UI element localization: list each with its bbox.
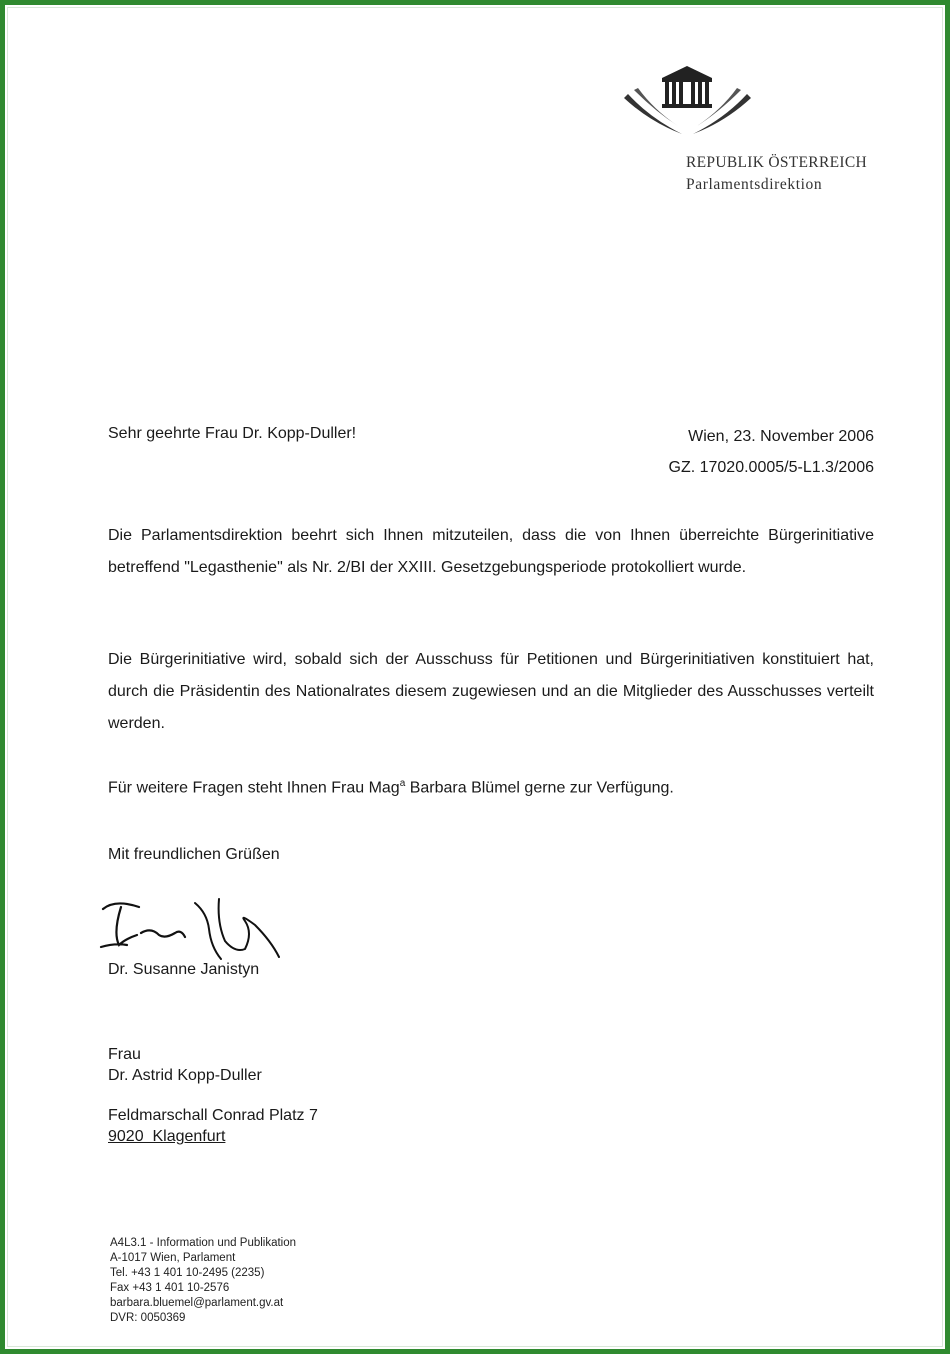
paragraph-1: Die Parlamentsdirektion beehrt sich Ihnen mitzuteilen, dass die von Ihnen überreichte Bürgerinitiative betreffend "Legasthenie" als Nr. 2/BI der XXIII. Gesetzgebungsperiode protokolliert wurde. [108,527,874,576]
footer-dvr: DVR: 0050369 [110,1312,186,1324]
signer-name: Dr. Susanne Janistyn [108,961,260,978]
signature-image [95,893,295,963]
recipient-block [108,1044,262,1086]
footer-email: barbara.bluemel@parlament.gv.at [110,1297,284,1309]
footer-address: A-1017 Wien, Parlament [110,1252,236,1264]
letterhead [686,152,867,196]
recipient-name: Dr. Astrid Kopp-Duller [108,1067,262,1084]
recipient-address [108,1105,318,1147]
paragraph-3-superscript: a [399,778,406,789]
footer-fax: Fax +43 1 401 10-2576 [110,1282,230,1294]
recipient-city: 9020 Klagenfurt [108,1128,226,1145]
date-block [669,421,875,483]
footer-contact [110,1236,296,1326]
footer-phone: Tel. +43 1 401 10-2495 (2235) [110,1267,265,1279]
salutation: Sehr geehrte Frau Dr. Kopp-Duller! [108,425,357,442]
paragraph-3-end: Barbara Blümel gerne zur Verfügung. [405,779,674,797]
letter-date: Wien, 23. November 2006 [688,428,874,445]
reference-number: GZ. 17020.0005/5-L1.3/2006 [668,459,874,476]
letterhead-republic: REPUBLIK ÖSTERREICH [686,154,867,171]
parliament-logo-icon [620,60,755,140]
paragraph-3 [108,768,874,804]
footer-department: A4L3.1 - Information und Publikation [110,1237,297,1249]
recipient-title: Frau [108,1046,141,1063]
closing: Mit freundlichen Grüßen [108,846,280,863]
recipient-street: Feldmarschall Conrad Platz 7 [108,1107,318,1124]
paragraph-3-start: Für weitere Fragen steht Ihnen Frau Mag [108,779,400,797]
paragraph-2: Die Bürgerinitiative wird, sobald sich der Ausschuss für Petitionen und Bürgerinitiativen konstituiert hat, durch die Präsidentin des Nationalrates diesem zugewiesen und an die Mitglieder des Ausschusses verteilt werden. [108,651,874,732]
letterhead-department: Parlamentsdirektion [686,176,823,193]
